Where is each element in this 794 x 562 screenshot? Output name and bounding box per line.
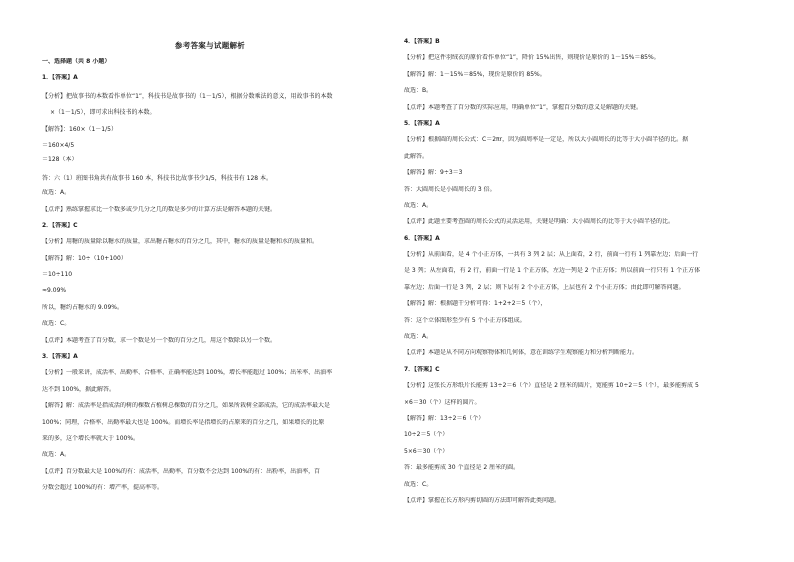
- answer-heading: 7．【答案】C: [404, 365, 440, 373]
- answer-text-line: 【解答】解：根据题干分析可得：1+2+2＝5（个），: [404, 300, 547, 308]
- answer-text-line: 故选：A。: [42, 189, 71, 197]
- right-column: [404, 38, 754, 513]
- answer-text-line: 【解答】解：9÷3＝3: [404, 169, 463, 177]
- answer-text-line: ×（1－1/5），即可求出科技书的本数。: [50, 109, 156, 117]
- answer-text-line: 【解答】解：10÷（10+100）: [42, 254, 127, 262]
- answer-text-line: 【解答】：160×（1－1/5）: [42, 125, 117, 133]
- answer-text-line: 【解答】解：1－15%＝85%，现价是原价的 85%。: [404, 70, 546, 78]
- answer-text-line: ≈9.09%: [42, 287, 67, 295]
- answer-text-line: ＝128（本）: [42, 156, 78, 164]
- right-answer-lines: [404, 38, 754, 505]
- answer-text-line: 【分析】把故事书的本数看作单位“1”，科技书是故事书的（1－1/5），根据分数乘法的意义，用故事书的本数: [42, 92, 333, 100]
- answer-text-line: 【点评】本题是从不同方向观察物体和几何体，意在训练学生观察能力和分析判断能力。: [404, 349, 639, 357]
- answer-heading: 2．【答案】C: [42, 221, 78, 229]
- answer-text-line: 【点评】掌握在长方形内剪切圆的方法即可解答此类问题。: [404, 496, 561, 504]
- answer-text-line: 达不到 100%，据此解答。: [42, 385, 116, 393]
- answer-text-line: 【分析】一般来讲，成活率、出勤率、合格率、正确率能达到 100%，增长率能超过 100%；出米率、出油率: [42, 369, 333, 377]
- answer-text-line: ＝10÷110: [42, 271, 73, 279]
- answer-text-line: 此解答。: [404, 152, 429, 160]
- answer-heading: 1．【答案】A: [42, 74, 78, 82]
- left-column: [42, 58, 382, 501]
- answer-text-line: 来的多，这个增长率就大于 100%。: [42, 434, 140, 442]
- answer-text-line: 【点评】本题考查了百分数的实际应用，明确单位“1”，掌握百分数的意义是解题的关键。: [404, 103, 643, 111]
- answer-text-line: 答：大圆周长是小圆周长的 3 倍。: [404, 185, 496, 193]
- page-title: 参考答案与试题解析: [174, 41, 246, 50]
- answer-text-line: 故选：B。: [404, 87, 433, 95]
- answer-text-line: 【点评】此题主要考查圆的周长公式的灵活运用，关键是明确：大小圆周长的比等于大小圆半径的比。: [404, 218, 675, 226]
- answer-text-line: 100%；同理，合格率、出勤率最大也是 100%。而增长率是指增长的占原来的百分之几，如果增长的比原: [42, 418, 325, 426]
- answer-heading: 4．【答案】B: [404, 38, 440, 45]
- answer-text-line: 【解答】解：成活率是指成活的树的棵数占植树总棵数的百分之几，如果所栽树全部成活，它的成活率最大是: [42, 402, 331, 410]
- answer-text-line: ×6＝30（个）这样的圆片。: [404, 398, 481, 406]
- answer-text-line: 靠左边；后面一行是 3 列，2 层；则下层有 2 个小正方体，上层也有 2 个小正方体；由此即可解答问题。: [404, 283, 685, 291]
- answer-text-line: 答：最多能剪成 30 个直径是 2 厘米的圆。: [404, 464, 520, 472]
- answer-text-line: 是 3 列；从左面看，有 2 行，前面一行是 1 个正方体，左边一列是 2 个正方体；所以前面一行只有 1 个正方体: [404, 267, 701, 275]
- answer-text-line: 10÷2＝5（个）: [404, 431, 449, 439]
- answer-text-line: 故选：A。: [42, 451, 71, 459]
- answer-text-line: 【分析】用糖的质量除以糖水的质量，求出糖占糖水的百分之几，其中，糖水的质量是糖和水的质量和。: [42, 238, 319, 246]
- answer-text-line: 【分析】把这件羽绒衣的原价看作单位“1”，降价 15%出售，则现价是原价的 1－15%＝85%。: [404, 54, 660, 62]
- section-heading: 一、选择题（共 8 小题）: [42, 58, 111, 65]
- answer-text-line: 【分析】这张长方形纸片长能剪 13÷2＝6（个）直径是 2 厘米的圆片，宽能剪 10÷2＝5（个），最多能剪成 5: [404, 382, 699, 390]
- answer-text-line: 答：这个立体图形至少有 5 个小正方体组成。: [404, 316, 526, 324]
- answer-text-line: 故选：C。: [42, 320, 71, 328]
- answer-text-line: 【分析】从前面看，是 4 个小正方体，一共有 3 列 2 层；从上面看，2 行，前面一行有 1 列靠左边；后面一行: [404, 251, 699, 259]
- answer-text-line: 所以，糖约占糖水的 9.09%。: [42, 303, 123, 311]
- answer-text-line: 5×6＝30（个）: [404, 447, 449, 455]
- answer-heading: 6．【答案】A: [404, 234, 440, 242]
- answer-text-line: 【点评】熟练掌握求比一个数多或少几分之几的数是多少的计算方法是解答本题的关键。: [42, 205, 277, 213]
- answer-heading: 5．【答案】A: [404, 119, 440, 127]
- answer-text-line: 故选：A。: [404, 201, 433, 209]
- answer-text-line: 答：六（1）班图书角共有故事书 160 本，科技书比故事书少1/5，科技书有 128 本。: [42, 174, 273, 182]
- answer-text-line: 故选：A。: [404, 333, 433, 341]
- answer-text-line: ＝160×4/5: [42, 141, 75, 149]
- answer-text-line: 故选：C。: [404, 480, 433, 488]
- answer-text-line: 【点评】百分数最大是 100%的有：成活率，出勤率，百分数不会达到 100%的有：出粉率，出油率，百: [42, 467, 321, 475]
- answer-text-line: 【点评】本题考查了百分数，求一个数是另一个数的百分之几，用这个数除以另一个数。: [42, 336, 277, 344]
- answer-text-line: 【解答】解：13÷2＝6（个）: [404, 414, 485, 422]
- left-answer-lines: [42, 74, 382, 492]
- answer-text-line: 【分析】根据圆的周长公式：C＝2πr，因为圆周率是一定是，所以大小圆周长的比等于大小圆半径的比。据: [404, 136, 689, 144]
- answer-heading: 3．【答案】A: [42, 353, 78, 361]
- answer-text-line: 分数会超过 100%的有：增产率，提高率等。: [42, 484, 164, 492]
